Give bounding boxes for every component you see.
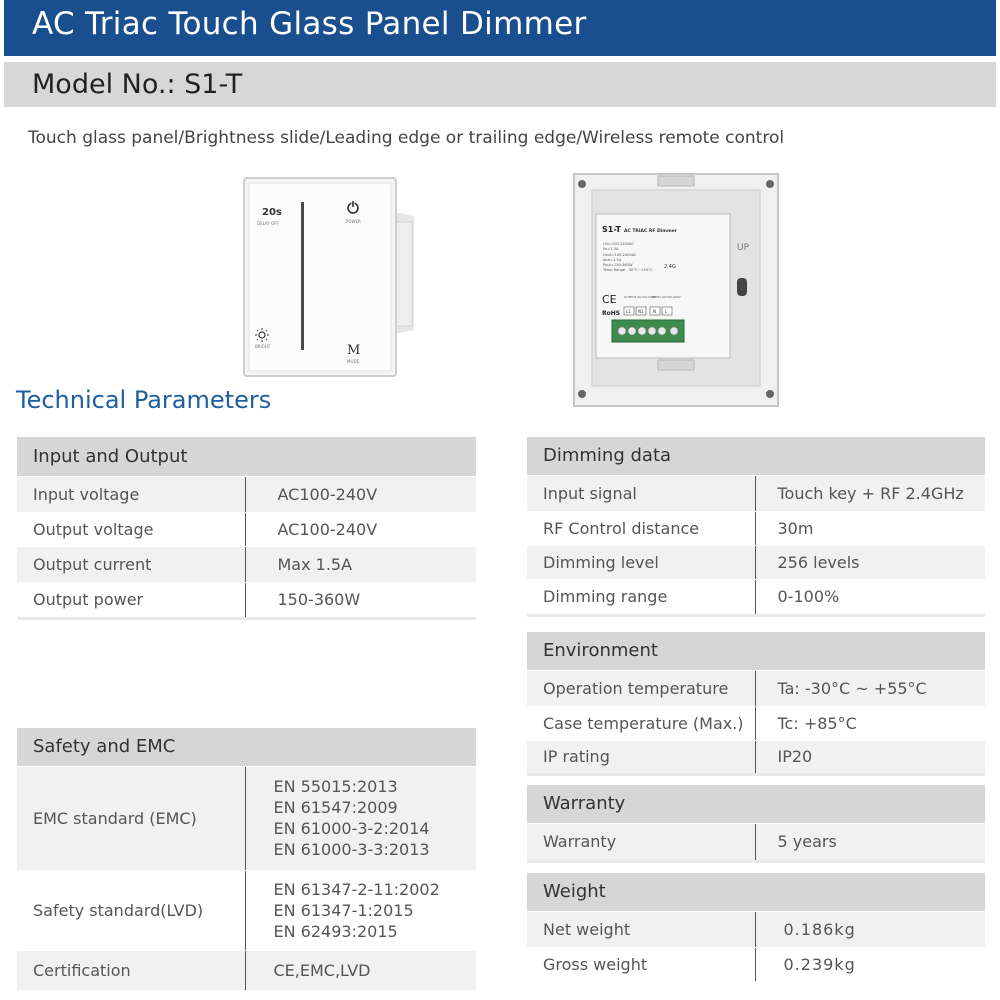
terminal-label: N bbox=[653, 309, 656, 314]
param-label: Dimming range bbox=[527, 579, 755, 615]
weight-table bbox=[527, 873, 985, 982]
param-label: Output power bbox=[17, 582, 245, 618]
param-label: Case temperature (Max.) bbox=[527, 706, 755, 740]
emc-standard: EN 61000-3-3:2013 bbox=[273, 840, 430, 859]
up-label: UP bbox=[737, 243, 750, 253]
table-heading: Dimming data bbox=[527, 437, 985, 475]
delay-label: 20s bbox=[262, 207, 282, 218]
param-value: CE,EMC,LVD bbox=[245, 950, 476, 990]
param-label: RF Control distance bbox=[527, 511, 755, 545]
spec-line: Iout=1.5A bbox=[603, 258, 622, 262]
param-label: Input signal bbox=[527, 475, 755, 511]
delay-caption: DELAY OFF bbox=[257, 221, 279, 226]
spec-line: Iin=1.5A bbox=[603, 247, 619, 251]
param-value: 256 levels bbox=[755, 545, 985, 579]
param-value bbox=[245, 766, 476, 870]
spec-line: Pout=150-360W bbox=[603, 263, 633, 267]
param-label: Output voltage bbox=[17, 512, 245, 546]
terminal-label: L1 bbox=[626, 309, 631, 314]
front-panel-photo bbox=[236, 172, 446, 382]
param-label: IP rating bbox=[527, 740, 755, 774]
input-output-table bbox=[17, 437, 476, 620]
param-value: 150-360W bbox=[245, 582, 476, 618]
environment-table bbox=[527, 632, 985, 776]
param-label: Certification bbox=[17, 950, 245, 990]
table-heading: Input and Output bbox=[17, 437, 476, 476]
safety-emc-table bbox=[17, 728, 476, 991]
param-value: 0.186kg bbox=[755, 911, 985, 947]
param-label: Warranty bbox=[527, 823, 755, 861]
warranty-table bbox=[527, 785, 985, 863]
table-heading: Weight bbox=[527, 873, 985, 911]
input-label: INPUT AC100-240V bbox=[652, 295, 681, 299]
module-title: AC TRIAC RF Dimmer bbox=[624, 229, 677, 234]
param-label: Safety standard(LVD) bbox=[17, 870, 245, 950]
lvd-standard: EN 61347-1:2015 bbox=[273, 900, 414, 920]
back-panel-photo bbox=[572, 170, 782, 410]
terminal-label: N1 bbox=[638, 309, 644, 314]
power-caption: POWER bbox=[346, 219, 361, 224]
param-value: IP20 bbox=[755, 740, 985, 774]
table-heading: Warranty bbox=[527, 785, 985, 823]
param-label: Dimming level bbox=[527, 545, 755, 579]
emc-standard: EN 55015:2013 bbox=[273, 777, 398, 796]
param-value: 0-100% bbox=[755, 579, 985, 615]
mode-caption: MODE bbox=[347, 359, 360, 364]
page-title: AC Triac Touch Glass Panel Dimmer bbox=[32, 6, 587, 42]
param-value: AC100-240V bbox=[245, 512, 476, 546]
param-value: Tc: +85°C bbox=[755, 706, 985, 740]
back-model: S1-T bbox=[602, 225, 621, 234]
spec-line: Uin=100-240VAC bbox=[603, 242, 635, 246]
rf-label: 2.4G bbox=[664, 264, 676, 270]
param-value: Max 1.5A bbox=[245, 546, 476, 582]
param-value: 5 years bbox=[755, 823, 985, 861]
model-banner bbox=[4, 62, 996, 107]
table-heading: Safety and EMC bbox=[17, 728, 476, 766]
param-value: Touch key + RF 2.4GHz bbox=[755, 475, 985, 511]
param-value: Ta: -30°C ~ +55°C bbox=[755, 670, 985, 706]
param-value bbox=[245, 870, 476, 950]
param-value: 0.239kg bbox=[755, 947, 985, 981]
param-label: Input voltage bbox=[17, 476, 245, 512]
emc-standard: EN 61000-3-2:2014 bbox=[273, 819, 430, 838]
model-number: Model No.: S1-T bbox=[32, 69, 243, 100]
param-label: Gross weight bbox=[527, 947, 755, 981]
param-label: Operation temperature bbox=[527, 670, 755, 706]
param-value: 30m bbox=[755, 511, 985, 545]
feature-list: Touch glass panel/Brightness slide/Leading edge or trailing edge/Wireless remote control bbox=[28, 128, 785, 148]
param-label: Output current bbox=[17, 546, 245, 582]
emc-standard: EN 61547:2009 bbox=[273, 798, 398, 817]
technical-parameters-heading: Technical Parameters bbox=[16, 386, 272, 414]
table-heading: Environment bbox=[527, 632, 985, 670]
rohs-mark: RoHS bbox=[602, 310, 621, 317]
lvd-standard: EN 62493:2015 bbox=[273, 921, 398, 941]
title-banner bbox=[4, 0, 996, 56]
ce-mark: CE bbox=[602, 293, 617, 306]
lvd-standard: EN 61347-2-11:2002 bbox=[273, 879, 440, 899]
spec-line: Temp Range: -30°C~+55°C bbox=[603, 268, 653, 272]
param-label: EMC standard (EMC) bbox=[17, 766, 245, 870]
terminal-label: L bbox=[665, 309, 668, 314]
spec-line: Uout=100-240VAC bbox=[603, 253, 637, 257]
bright-caption: BRIGHT bbox=[255, 344, 271, 349]
output-label: OUTPUT AC100-240V bbox=[624, 295, 656, 299]
dimming-data-table bbox=[527, 437, 985, 617]
mode-label: M bbox=[347, 343, 361, 358]
param-value: AC100-240V bbox=[245, 476, 476, 512]
param-label: Net weight bbox=[527, 911, 755, 947]
